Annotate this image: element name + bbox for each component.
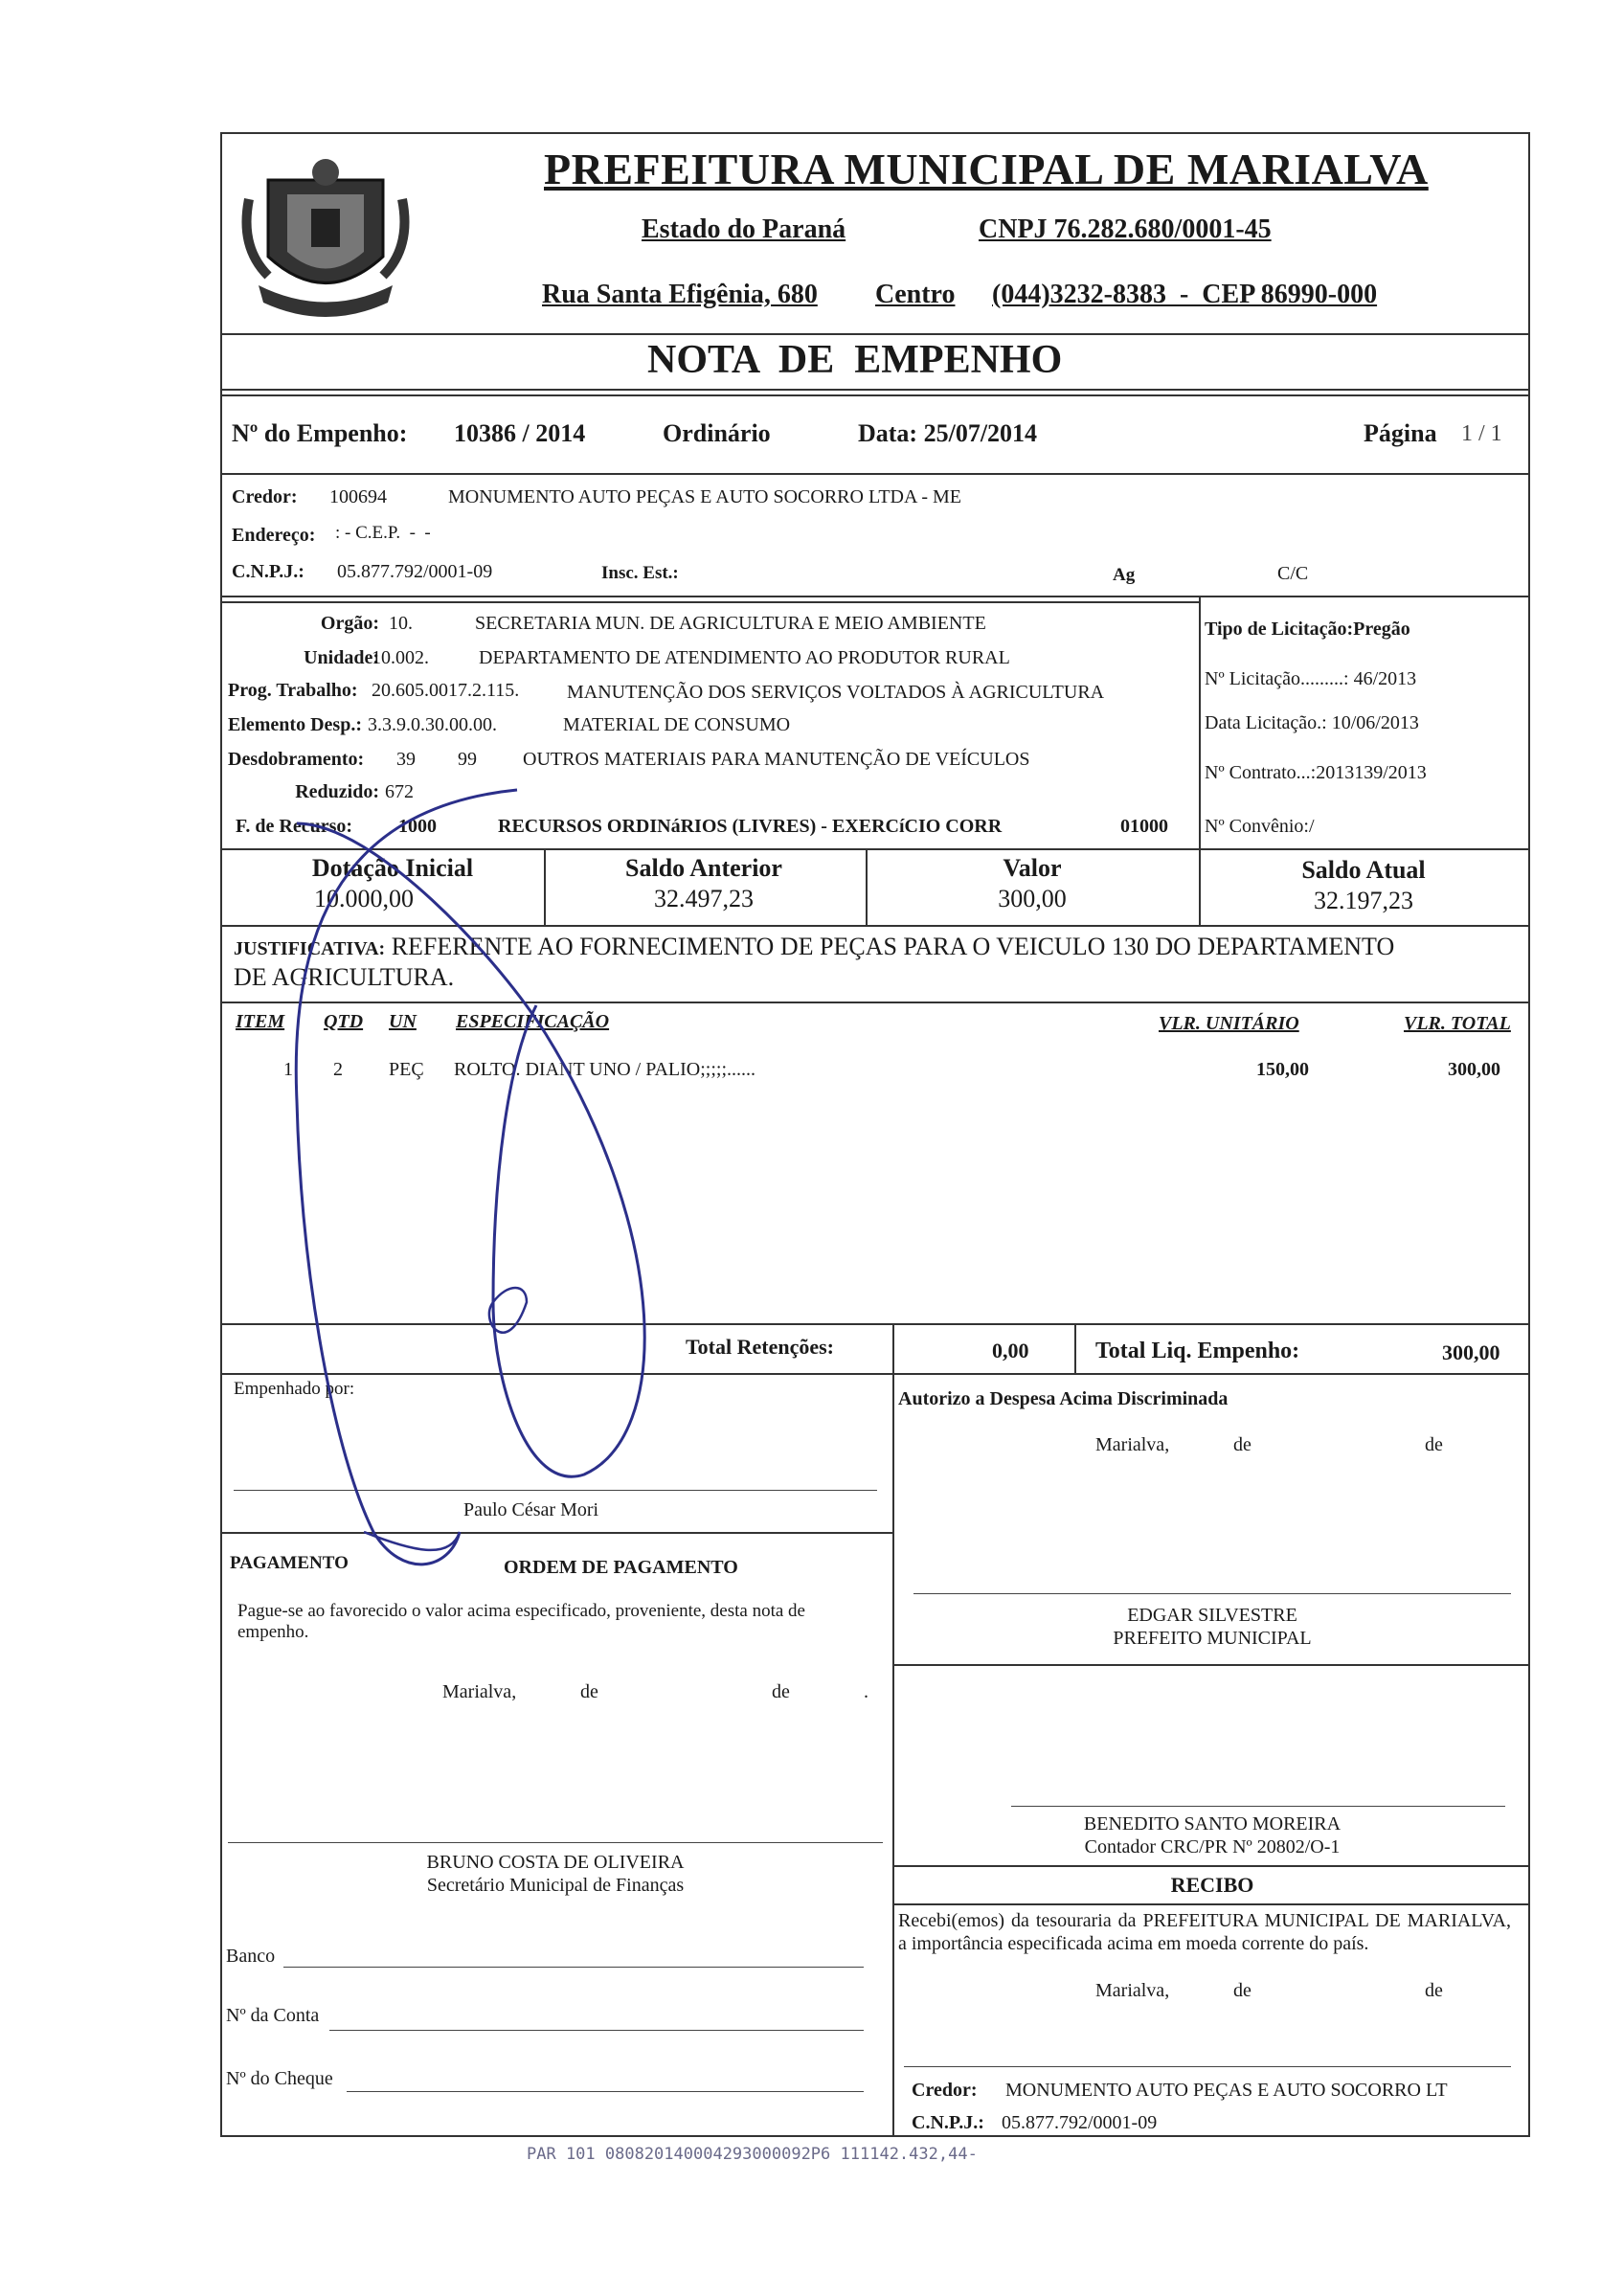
address-value: : - C.E.P. - -: [335, 523, 431, 543]
desdobramento-a: 39: [396, 749, 416, 770]
saldo-atual-value: 32.197,23: [1314, 887, 1413, 914]
col-header-item: ITEM: [236, 1011, 285, 1032]
elemento-name: MATERIAL DE CONSUMO: [563, 714, 791, 735]
divider: [220, 601, 1199, 603]
valor-label: Valor: [1003, 854, 1062, 882]
elemento-label: Elemento Desp.:: [228, 714, 362, 735]
address-label: Endereço:: [232, 525, 316, 546]
contador-title: Contador CRC/PR Nº 20802/O-1: [1084, 1836, 1341, 1857]
banco-label: Banco: [226, 1946, 276, 1967]
tipo-licitacao: Tipo de Licitação:Pregão: [1205, 619, 1410, 640]
divider: [892, 1865, 1528, 1867]
recibo-title: RECIBO: [1170, 1873, 1254, 1897]
prog-name: MANUTENÇÃO DOS SERVIÇOS VOLTADOS À AGRICULTURA: [567, 682, 1105, 703]
recibo-marialva: Marialva,: [1095, 1980, 1170, 2001]
credor-code: 100694: [329, 486, 387, 507]
orgao-code: 10.: [389, 613, 413, 634]
empenhado-name: Paulo César Mori: [463, 1499, 599, 1520]
dotacao-label: Dotação Inicial: [311, 854, 474, 882]
recibo-signature-line: [904, 2066, 1511, 2067]
col-header-un: UN: [389, 1011, 417, 1032]
credor-name: MONUMENTO AUTO PEÇAS E AUTO SOCORRO LTDA - ME: [448, 486, 961, 507]
recibo-text: Recebi(emos) da tesouraria da PREFEITURA MUNICIPAL DE MARIALVA, a importância especificada acima em moeda corrente do país.: [898, 1910, 1511, 1954]
divider: [892, 1323, 894, 1373]
justificativa-text2: DE AGRICULTURA.: [234, 963, 455, 991]
empenho-number: 10386 / 2014: [454, 419, 586, 447]
divider: [892, 1664, 1528, 1666]
footer-code: PAR 101 080820140004293000092P6 111142.432,44-: [527, 2145, 978, 2164]
divider: [220, 389, 1528, 391]
numero-convenio: Nº Convênio:/: [1205, 816, 1315, 837]
handwritten-signature: [220, 785, 756, 1570]
divider: [1074, 1323, 1076, 1373]
justificativa-label: JUSTIFICATIVA:: [234, 938, 386, 959]
insc-est-label: Insc. Est.:: [601, 563, 679, 583]
pagamento-marialva: Marialva,: [442, 1681, 517, 1702]
prog-label: Prog. Trabalho:: [228, 680, 358, 701]
recurso-code: 1000: [398, 816, 437, 837]
total-retencoes-value: 0,00: [992, 1339, 1029, 1362]
header-title: PREFEITURA MUNICIPAL DE MARIALVA: [544, 145, 1429, 193]
col-header-unit: VLR. UNITÁRIO: [1159, 1013, 1299, 1034]
recurso-name: RECURSOS ORDINáRIOS (LIVRES) - EXERCíCIO CORR: [498, 816, 1003, 837]
conta-input-line[interactable]: [329, 2030, 864, 2031]
empenho-type: Ordinário: [663, 419, 771, 447]
credor-cnpj-label: C.N.P.J.:: [232, 561, 304, 582]
recibo-cnpj-label: C.N.P.J.:: [912, 2112, 984, 2133]
row-item: 1: [283, 1059, 293, 1080]
divider: [220, 333, 1528, 335]
unidade-name: DEPARTAMENTO DE ATENDIMENTO AO PRODUTOR RURAL: [479, 647, 1010, 668]
cheque-label: Nº do Cheque: [226, 2068, 333, 2089]
desdobramento-label: Desdobramento:: [228, 749, 365, 770]
prefeito-signature-line: [913, 1593, 1511, 1594]
unidade-code: 10.002.: [372, 647, 429, 668]
autorizo-marialva: Marialva,: [1095, 1434, 1170, 1455]
pagamento-dot: .: [864, 1681, 868, 1702]
credor-label: Credor:: [232, 486, 298, 507]
pagamento-de2: de: [772, 1681, 790, 1702]
desdobramento-b: 99: [458, 749, 477, 770]
saldo-anterior-label: Saldo Anterior: [625, 854, 782, 882]
document-title: NOTA DE EMPENHO: [647, 338, 1063, 382]
total-liq-label: Total Liq. Empenho:: [1095, 1339, 1300, 1363]
col-header-qtd: QTD: [324, 1011, 364, 1032]
unidade-label: Unidade:: [304, 647, 379, 668]
saldo-anterior-value: 32.497,23: [654, 885, 754, 912]
empenho-date: Data: 25/07/2014: [858, 419, 1038, 447]
recibo-de1: de: [1233, 1980, 1251, 2001]
col-header-total: VLR. TOTAL: [1404, 1013, 1511, 1034]
ag-label: Ag: [1113, 565, 1136, 585]
recurso-code2: 01000: [1120, 816, 1168, 837]
row-espec: ROLTO. DIANT UNO / PALIO;;;;;......: [454, 1059, 756, 1080]
pagamento-de1: de: [580, 1681, 598, 1702]
conta-label: Nº da Conta: [226, 2005, 320, 2026]
numero-licitacao: Nº Licitação.........: 46/2013: [1205, 668, 1417, 689]
pagamento-text: Pague-se ao favorecido o valor acima especificado, proveniente, desta nota de empenho.: [237, 1601, 805, 1642]
prefeito-name: EDGAR SILVESTRE: [1127, 1605, 1297, 1626]
autorizo-text: Autorizo a Despesa Acima Discriminada: [898, 1388, 1229, 1409]
data-licitacao: Data Licitação.: 10/06/2013: [1205, 712, 1419, 733]
divider: [220, 394, 1528, 396]
divider: [220, 596, 1528, 597]
secretario-name: BRUNO COSTA DE OLIVEIRA: [426, 1852, 685, 1873]
divider: [892, 1903, 1528, 1905]
col-header-espec: ESPECIFICAÇÃO: [456, 1011, 610, 1032]
divider: [892, 1373, 894, 2135]
empenhado-por-label: Empenhado por:: [234, 1379, 355, 1399]
pagamento-label: PAGAMENTO: [230, 1553, 349, 1573]
saldo-atual-label: Saldo Atual: [1301, 856, 1426, 884]
divider: [220, 473, 1528, 475]
header-district: Centro: [875, 280, 956, 309]
recibo-de2: de: [1425, 1980, 1443, 2001]
page-value: 1 / 1: [1461, 421, 1502, 446]
divider: [1199, 597, 1201, 850]
total-retencoes-label: Total Retenções:: [686, 1335, 834, 1359]
reduzido-value: 672: [385, 781, 414, 802]
cheque-input-line[interactable]: [347, 2091, 864, 2092]
row-total: 300,00: [1448, 1059, 1500, 1080]
banco-input-line[interactable]: [283, 1967, 864, 1968]
contador-signature-line: [1011, 1806, 1505, 1807]
header-phone-cep: (044)3232-8383 - CEP 86990-000: [992, 280, 1378, 309]
page-label: Página: [1364, 419, 1437, 447]
total-liq-value: 300,00: [1442, 1340, 1500, 1364]
prog-code: 20.605.0017.2.115.: [372, 680, 520, 701]
reduzido-label: Reduzido:: [295, 781, 379, 802]
orgao-label: Orgão:: [320, 613, 379, 634]
recurso-label: F. de Recurso:: [236, 816, 353, 837]
orgao-name: SECRETARIA MUN. DE AGRICULTURA E MEIO AMBIENTE: [475, 613, 986, 634]
row-qtd: 2: [333, 1059, 343, 1080]
contador-name: BENEDITO SANTO MOREIRA: [1083, 1813, 1342, 1835]
valor-value: 300,00: [998, 885, 1067, 912]
autorizo-de2: de: [1425, 1434, 1443, 1455]
recibo-credor-label: Credor:: [912, 2080, 978, 2101]
header-street: Rua Santa Efigênia, 680: [542, 280, 818, 309]
row-un: PEÇ: [389, 1059, 424, 1080]
header-state: Estado do Paraná: [642, 214, 846, 244]
autorizo-de1: de: [1233, 1434, 1251, 1455]
row-unit: 150,00: [1256, 1059, 1309, 1080]
desdobramento-name: OUTROS MATERIAIS PARA MANUTENÇÃO DE VEÍCULOS: [523, 749, 1030, 770]
ordem-pagamento: ORDEM DE PAGAMENTO: [504, 1557, 738, 1578]
secretario-title: Secretário Municipal de Finanças: [426, 1875, 685, 1896]
header-cnpj: CNPJ 76.282.680/0001-45: [979, 214, 1272, 244]
dotacao-value: 10.000,00: [314, 885, 414, 912]
recibo-credor-name: MONUMENTO AUTO PEÇAS E AUTO SOCORRO LT: [1005, 2080, 1448, 2101]
prefeito-title: PREFEITO MUNICIPAL: [1113, 1628, 1312, 1649]
empenho-number-label: Nº do Empenho:: [232, 419, 408, 447]
numero-contrato: Nº Contrato...:2013139/2013: [1205, 762, 1427, 783]
elemento-code: 3.3.9.0.30.00.00.: [368, 714, 497, 735]
cc-label: C/C: [1277, 563, 1309, 584]
credor-cnpj: 05.877.792/0001-09: [337, 561, 493, 582]
recibo-cnpj: 05.877.792/0001-09: [1002, 2112, 1158, 2133]
justificativa-text: REFERENTE AO FORNECIMENTO DE PEÇAS PARA O VEICULO 130 DO DEPARTAMENTO: [391, 933, 1395, 960]
secretario-signature-line: [228, 1842, 883, 1843]
